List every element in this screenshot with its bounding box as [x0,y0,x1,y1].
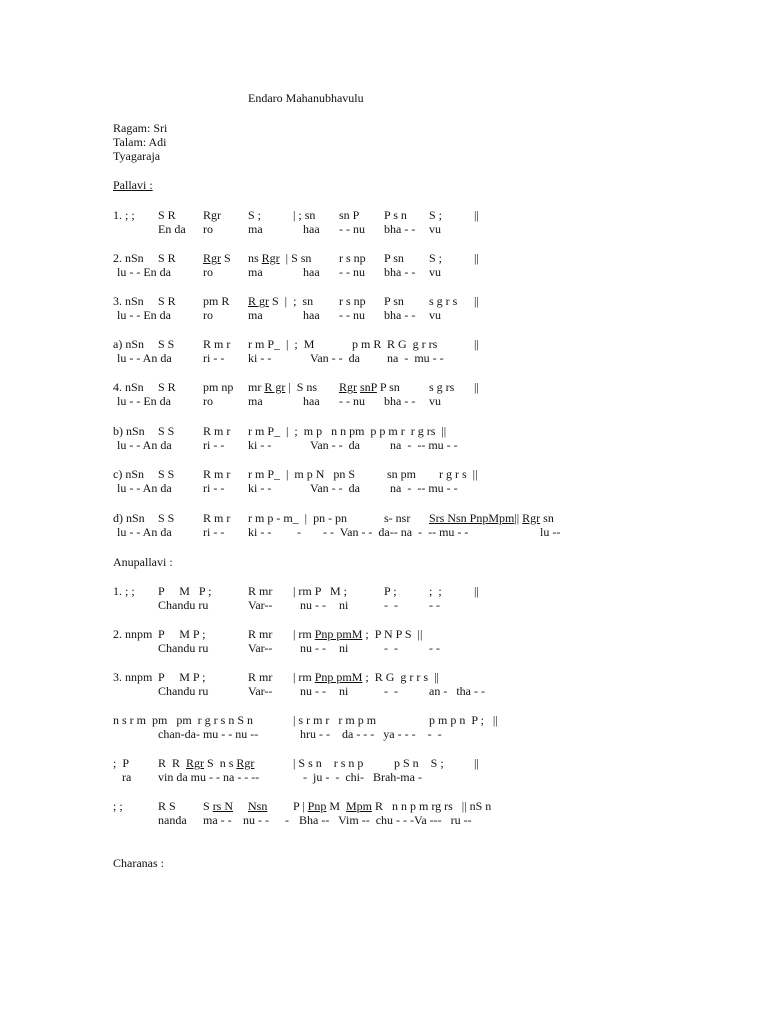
notation-text: S [203,799,213,813]
notation-text: lu - - En da [117,265,171,279]
notation-text: Rgr [522,511,541,525]
notation-text: S S [158,424,175,438]
notation-cell [293,799,491,813]
notation-text: ro [203,222,213,236]
notation-text: | rm P M ; [293,584,347,598]
notation-text: 4. nSn [113,380,144,394]
notation-cell [158,756,254,770]
notation-text: ; P N P S || [362,627,423,641]
notation-text: mr [248,380,265,394]
page-title: Endaro Mahanubhavulu [248,91,364,105]
notation-text: 1. ; ; [113,584,135,598]
notation-text: R mr [248,627,273,641]
notation-text: p m p n P ; || [429,713,498,727]
notation-text: P M P ; [158,670,206,684]
notation-text: P ; [384,584,397,598]
notation-text: ki - - [248,438,272,452]
notation-text: | S s n r s n p [293,756,364,770]
notation-text: S R [158,208,176,222]
notation-text: ma [248,222,263,236]
notation-text: S n s [204,756,237,770]
pallavi-heading: Pallavi : [113,178,153,192]
notation-text: s g r s [429,294,458,308]
notation-text: ma [248,394,263,408]
notation-text: S | ; sn [269,294,314,308]
notation-text: na - -- mu - - [390,438,458,452]
notation-text: ra [122,770,132,784]
notation-text: bha - - [384,265,416,279]
notation-text: haa [303,394,320,408]
notation-text: bha - - [384,308,416,322]
notation-text: na - -- mu - - [390,481,458,495]
notation-text: p m R [352,337,382,351]
notation-text: Van - - da [310,438,360,452]
notation-text: snP [360,380,377,394]
notation-text: ma - - [203,813,232,827]
notation-text: Pnp pmM [314,670,363,684]
notation-text: haa [303,265,320,279]
notation-text: ; ; [429,584,442,598]
notation-text: P sn [376,380,400,394]
notation-text: r m P_ | ; m p n n pm p p m r r g rs || [248,424,447,438]
notation-text: R R [158,756,187,770]
notation-text: r g r s || [439,467,478,481]
notation-text: S S [158,467,175,481]
notation-text: Van - - da [310,481,360,495]
notation-text: P M P ; [158,584,212,598]
notation-text: vu [429,394,441,408]
notation-cell [248,380,317,394]
notation-text: ki - - [248,481,272,495]
notation-text: r s np [339,251,366,265]
notation-text: ri - - [203,351,225,365]
notation-text: nu - - [300,641,326,655]
notation-cell [203,251,231,265]
notation-text: - - [429,641,440,655]
notation-text: Rgr [236,756,255,770]
notation-text: S S [158,511,175,525]
notation-cell [248,251,311,265]
notation-text: 2. nSn [113,251,144,265]
notation-text: Rgr [203,208,221,222]
notation-text: ni [339,641,349,655]
notation-text: | rm [293,670,315,684]
notation-text: ni [339,598,349,612]
notation-text: ni [339,684,349,698]
notation-text: R m r [203,424,231,438]
notation-text: ro [203,308,213,322]
notation-text: Van - - da [310,351,360,365]
notation-text: sn P [339,208,360,222]
notation-text: | ; sn [293,208,316,222]
notation-cell [339,380,400,394]
notation-text: R m r [203,337,231,351]
notation-text: lu - - An da [117,351,172,365]
notation-text: || [514,511,523,525]
notation-text: pm np [203,380,234,394]
notation-text: | s r m r r m p m [293,713,377,727]
notation-text: - [285,813,289,827]
anupallavi-heading: Anupallavi : [113,555,173,569]
notation-text: R m r [203,467,231,481]
notation-text: R S [158,799,176,813]
notation-text: R m r [203,511,231,525]
notation-text: En da [158,222,186,236]
notation-text: Var-- [248,598,273,612]
notation-text: r m P_ | ; M [248,337,315,351]
notation-text: lu - - An da [117,438,172,452]
notation-text: Rgr [261,251,280,265]
notation-text: - - [384,684,398,698]
notation-text: lu - - En da [117,308,171,322]
notation-text: ; P [113,756,130,770]
notation-text: d) nSn [113,511,145,525]
notation-text: || [474,584,479,598]
notation-text: lu - - An da [117,525,172,539]
notation-text: || [474,294,479,308]
notation-text: || [474,380,479,394]
composer-label: Tyagaraja [113,149,161,163]
notation-text: | S sn [279,251,312,265]
notation-text: hru - - da - - - ya - - - - - [300,727,442,741]
notation-text: n s r m pm pm r g r s n S n [113,713,254,727]
notation-text: R mr [248,670,273,684]
notation-text: lu - - An da [117,481,172,495]
notation-text: Mpm [346,799,373,813]
notation-text: || [474,337,479,351]
notation-text: ; ; [113,799,123,813]
notation-cell [429,511,554,525]
notation-text: 2. nnpm [113,627,153,641]
notation-text: an - tha - - [429,684,485,698]
notation-text: Chandu ru [158,641,209,655]
notation-text: r m P_ | m p N pn S [248,467,356,481]
notation-text: P M P ; [158,627,206,641]
notation-text: - - [384,641,398,655]
notation-text: R n n p m rg rs || nS n [372,799,492,813]
notation-text: ma [248,265,263,279]
notation-text: ro [203,265,213,279]
notation-text: p S n S ; [394,756,444,770]
notation-text: sn pm [387,467,417,481]
notation-text: Pnp [307,799,327,813]
notation-text: a) nSn [113,337,144,351]
notation-text: R mr [248,584,273,598]
notation-text: c) nSn [113,467,144,481]
notation-text: ri - - [203,438,225,452]
notation-text: Chandu ru [158,684,209,698]
notation-text: chan-da- mu - - nu -- [158,727,259,741]
notation-text: - - nu [339,394,365,408]
notation-text: P | [293,799,308,813]
notation-text: P sn [384,294,404,308]
notation-text: haa [303,308,320,322]
notation-text: ro [203,394,213,408]
notation-text: R gr [248,294,269,308]
notation-text: - - [429,598,440,612]
talam-label: Talam: Adi [113,135,167,149]
notation-text: R gr [264,380,286,394]
notation-text: Rgr [203,251,221,265]
notation-text: || [474,208,479,222]
notation-text: lu -- [540,525,561,539]
notation-text: Srs Nsn PnpMpm [429,511,515,525]
notation-text: S ; [429,208,443,222]
notation-text: S R [158,380,176,394]
notation-text: Chandu ru [158,598,209,612]
notation-text: r s np [339,294,366,308]
notation-text: ki - - [248,351,272,365]
notation-text: nu - - [300,598,326,612]
notation-text: Rgr [339,380,357,394]
notation-text: s- nsr [384,511,411,525]
notation-text: | S ns [285,380,318,394]
charanas-heading: Charanas : [113,856,164,870]
notation-text: Var-- [248,641,273,655]
notation-text: - - nu [339,308,365,322]
notation-text: haa [303,222,320,236]
notation-text: - [297,525,301,539]
notation-text: - - nu [339,265,365,279]
notation-text: bha - - [384,222,416,236]
notation-text: S ; [429,251,443,265]
notation-text: 3. nnpm [113,670,153,684]
notation-text: b) nSn [113,424,145,438]
notation-cell [293,627,422,641]
notation-text: Rgr [186,756,205,770]
notation-text: vu [429,222,441,236]
notation-text: R G g r rs [387,337,438,351]
notation-text: - ju - - chi- Brah-ma - [303,770,422,784]
notation-text: vu [429,308,441,322]
notation-text: nu - - [243,813,269,827]
notation-text: 1. ; ; [113,208,135,222]
notation-text: M [326,799,346,813]
notation-text: 3. nSn [113,294,144,308]
notation-text: rs N [212,799,234,813]
notation-text: pm R [203,294,230,308]
notation-text: S [221,251,231,265]
notation-text: ri - - [203,525,225,539]
notation-text: nu - - [300,684,326,698]
notation-text: P sn [384,251,404,265]
notation-text: na - mu - - [387,351,444,365]
notation-text: S ; [248,208,262,222]
notation-text: || [474,756,479,770]
notation-text: sn [540,511,554,525]
notation-text: s g rs [429,380,455,394]
notation-text: ; R G g r r s || [362,670,439,684]
notation-text: S S [158,337,175,351]
notation-text: - - nu [339,222,365,236]
notation-text: Nsn [248,799,268,813]
notation-text: Var-- [248,684,273,698]
notation-text: P s n [384,208,407,222]
notation-text: lu - - En da [117,394,171,408]
notation-cell [248,294,313,308]
notation-text: bha - - [384,394,416,408]
notation-text: ri - - [203,481,225,495]
notation-text: ki - - [248,525,272,539]
notation-text: ma [248,308,263,322]
notation-text: S R [158,294,176,308]
notation-text: ns [248,251,262,265]
notation-text: | rm [293,627,315,641]
notation-text: - - Van - - da-- na - -- mu - - [323,525,469,539]
notation-text: vin da mu - - na - - -- [158,770,260,784]
notation-cell [203,799,233,813]
notation-text: Bha -- Vim -- chu - - -Va --- ru -- [299,813,472,827]
notation-text: r m p - m_ | pn - pn [248,511,348,525]
notation-text: S R [158,251,176,265]
notation-text: - - [384,598,398,612]
notation-text: Pnp pmM [314,627,363,641]
notation-cell [293,670,439,684]
ragam-label: Ragam: Sri [113,121,168,135]
notation-text: || [474,251,479,265]
notation-text: vu [429,265,441,279]
notation-text: nanda [158,813,187,827]
